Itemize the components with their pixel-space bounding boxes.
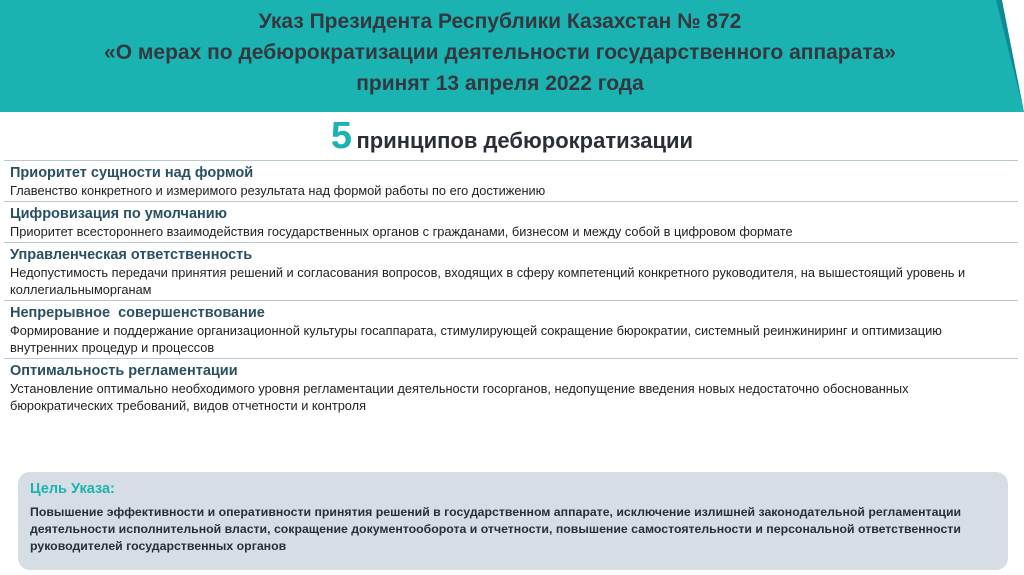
principles-heading (0, 114, 1024, 158)
principle-title: Непрерывное совершенствование (10, 305, 265, 321)
principle-item (4, 242, 1018, 300)
header-banner (0, 0, 1024, 112)
principle-item (4, 201, 1018, 242)
principle-item (4, 300, 1018, 358)
principle-description: Формирование и поддержание организационной культуры госаппарата, стимулирующей сокращение бюрократии, системный реинжиниринг и оптимизацию внутренних процедур и процессов (10, 323, 942, 355)
title-line-3: принят 13 апреля 2022 года (356, 72, 644, 95)
principle-title: Управленческая ответственность (10, 247, 253, 263)
principle-title: Оптимальность регламентации (10, 363, 238, 379)
header-corner-cut (1002, 0, 1024, 112)
principle-title: Цифровизация по умолчанию (10, 206, 228, 222)
principle-title: Приоритет сущности над формой (10, 165, 254, 181)
goal-box (18, 472, 1008, 570)
principles-count: 5 (330, 115, 353, 157)
principle-description: Недопустимость передачи принятия решений и согласования вопросов, входящих в сферу компетенций конкретного руководителя, на вышестоящий уровень и коллегиальныморганам (10, 265, 966, 297)
principle-description: Приоритет всестороннего взаимодействия государственных органов с гражданами, бизнесом и между собой в цифровом формате (10, 224, 793, 239)
principles-heading-text: принципов дебюрократизации (356, 128, 694, 153)
title-line-2: «О мерах по дебюрократизации деятельности государственного аппарата» (104, 41, 896, 64)
principle-item (4, 358, 1018, 416)
principle-item (4, 160, 1018, 201)
goal-text: Повышение эффективности и оперативности принятия решений в государственном аппарате, исключение излишней законодательной регламентации деятельности исполнительной власти, сокращение документооборота и отчетности, повышение самостоятельности и персональной ответственности руководителей государственных органов (30, 505, 962, 553)
principles-list (4, 160, 1018, 416)
title-line-1: Указ Президента Республики Казахстан № 872 (258, 10, 742, 33)
goal-title: Цель Указа: (30, 481, 115, 497)
page-title (0, 6, 1000, 99)
principle-description: Главенство конкретного и измеримого результата над формой работы по его достижению (10, 183, 546, 198)
principle-description: Установление оптимально необходимого уровня регламентации деятельности госорганов, недопущение введения новых недостаточно обоснованных бюрократических требований, видов отчетности и контроля (10, 381, 909, 413)
